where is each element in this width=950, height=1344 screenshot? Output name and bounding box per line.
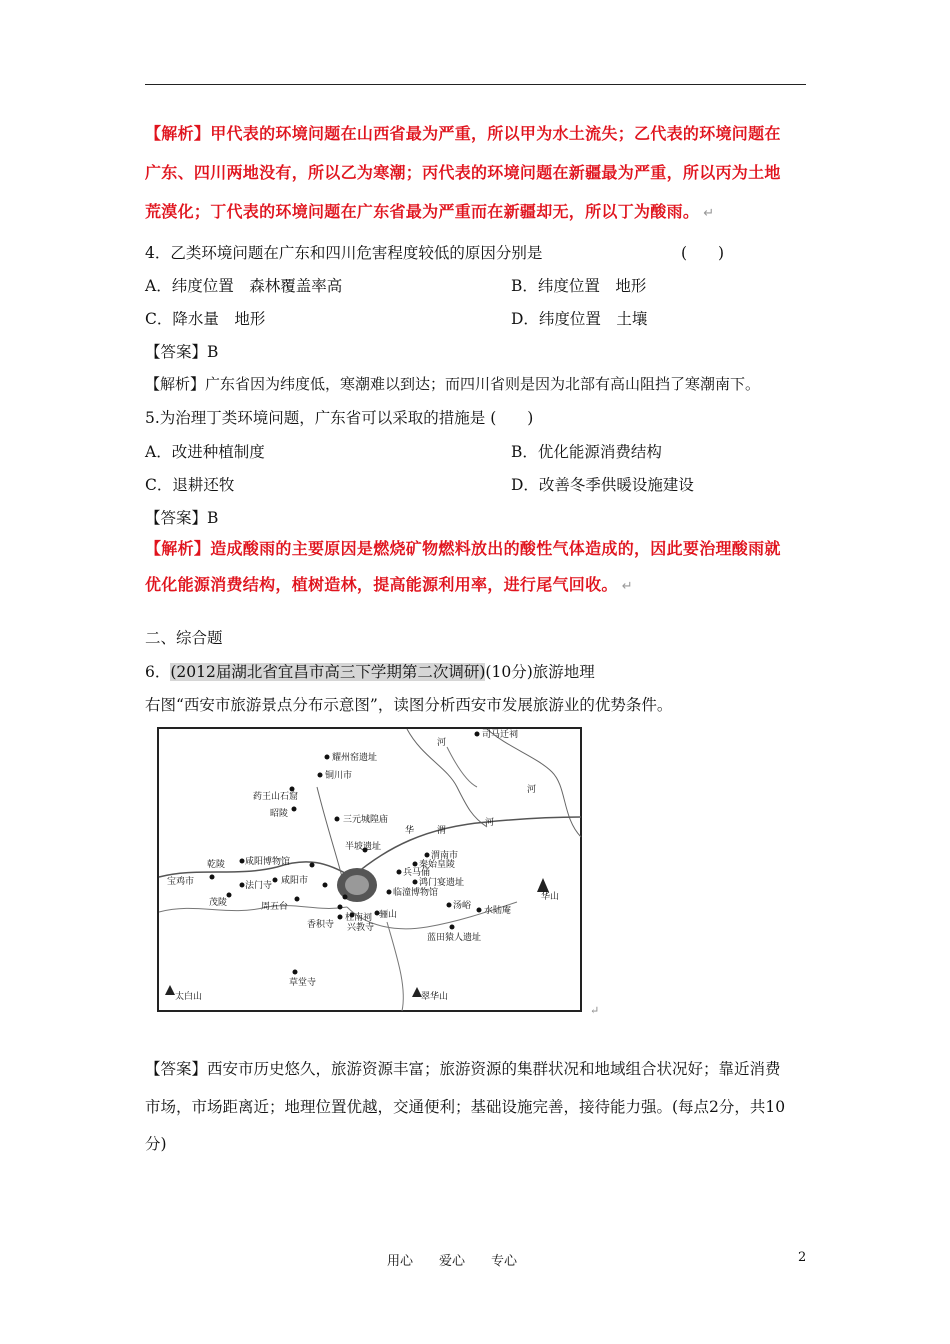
map-label: 河: [527, 785, 537, 795]
map-label: 兵马俑: [403, 868, 431, 878]
q5-option-c: C．退耕还牧: [145, 476, 235, 494]
q5-analysis-line-1: 【解析】造成酸雨的主要原因是燃烧矿物燃料放出的酸性气体造成的，因此要治理酸雨就: [145, 539, 781, 558]
map-label: 太白山: [175, 992, 203, 1002]
map-label: 耀州窑遗址: [332, 753, 378, 763]
map-label: 华: [405, 826, 415, 836]
return-mark-icon: ↵: [621, 579, 633, 594]
map-label: 药王山石窟: [253, 792, 299, 802]
map-label: 河: [485, 818, 495, 828]
map-label: 秦始皇陵: [419, 860, 456, 870]
map-label: 咸阳博物馆: [245, 857, 291, 867]
q6-answer-line-1: 【答案】西安市历史悠久，旅游资源丰富；旅游资源的集群状况和地域组合状况好；靠近消费: [145, 1060, 781, 1078]
q6-title: 6．(2012届湖北省宜昌市高三下学期第二次调研)(10分)旅游地理: [145, 663, 595, 681]
map-label: 水陆庵: [484, 906, 512, 916]
return-mark-icon: ↵: [703, 206, 715, 221]
map-label: 汤峪: [453, 901, 472, 911]
q5-option-b: B．优化能源消费结构: [511, 443, 662, 461]
map-label: 临潼博物馆: [393, 888, 439, 898]
map-label: 香积寺: [307, 920, 335, 930]
xian-city-inner: [345, 875, 369, 895]
map-label: 蓝田猿人遗址: [427, 933, 482, 943]
map-label: 华山: [541, 892, 560, 902]
map-label: 河: [437, 738, 447, 748]
map-label: 铜川市: [325, 771, 353, 781]
map-label: 司马迁祠: [482, 730, 519, 740]
q4-answer: 【答案】B: [145, 343, 219, 361]
analysis-red-line-1: 【解析】甲代表的环境问题在山西省最为严重，所以甲为水土流失；乙代表的环境问题在: [145, 124, 781, 143]
q6-answer-line-2: 市场，市场距离近；地理位置优越，交通便利；基础设施完善，接待能力强。(每点2分，共10: [145, 1098, 786, 1116]
map-label: 昭陵: [270, 809, 289, 819]
page-number: 2: [798, 1250, 807, 1265]
map-label: 乾陵: [207, 860, 226, 870]
q6-description: 右图“西安市旅游景点分布示意图”，读图分析西安市发展旅游业的优势条件。: [145, 696, 673, 714]
q5-option-a: A．改进种植制度: [145, 443, 265, 461]
map-label: 渭南市: [431, 851, 459, 861]
map-label: 宝鸡市: [167, 877, 195, 887]
map-label: 渭: [437, 826, 447, 836]
map-label: 半坡遗址: [345, 842, 382, 852]
map-label: 杜南祠: [345, 913, 373, 923]
header-rule: [145, 84, 806, 85]
q6-answer-line-3: 分): [145, 1135, 167, 1153]
q5-stem: 5.为治理丁类环境问题，广东省可以采取的措施是 ( ): [145, 409, 534, 427]
analysis-red-line-3: 荒漠化；丁代表的环境问题在广东省最为严重而在新疆却无，所以丁为酸雨。 ↵: [145, 202, 715, 221]
return-mark-icon: ↵: [590, 1004, 600, 1017]
q4-option-d: D．纬度位置 土壤: [511, 310, 648, 328]
map-label: 咸阳市: [281, 876, 309, 886]
footer-motto: 用心 爱心 专心: [387, 1254, 518, 1269]
map-label: 三元城隍庙: [343, 815, 389, 825]
q5-option-d: D．改善冬季供暖设施建设: [511, 476, 694, 494]
map-label: 鸿门宴遗址: [419, 878, 465, 888]
section-title: 二、综合题: [145, 629, 223, 647]
map-label: 翠华山: [421, 992, 449, 1002]
xian-tourism-map: [157, 727, 582, 1012]
map-label: 法门寺: [245, 881, 273, 891]
q5-answer: 【答案】B: [145, 509, 219, 527]
q6-source: (2012届湖北省宜昌市高三下学期第二次调研): [170, 663, 486, 681]
q4-option-a: A．纬度位置 森林覆盖率高: [145, 277, 343, 295]
map-label: 茂陵: [209, 898, 228, 908]
map-label: 兴教寺: [347, 923, 375, 933]
q4-option-b: B．纬度位置 地形: [511, 277, 647, 295]
map-label: 骊山: [379, 910, 398, 920]
q4-bracket: ( ): [681, 244, 725, 262]
map-label: 周五台: [261, 902, 289, 912]
q4-analysis: 【解析】广东省因为纬度低，寒潮难以到达；而四川省则是因为北部有高山阻挡了寒潮南下。: [145, 375, 761, 393]
q4-option-c: C．降水量 地形: [145, 310, 266, 328]
map-label: 草堂寺: [289, 978, 317, 988]
q5-analysis-line-2: 优化能源消费结构，植树造林，提高能源利用率，进行尾气回收。 ↵: [145, 575, 633, 594]
analysis-red-line-2: 广东、四川两地没有，所以乙为寒潮；丙代表的环境问题在新疆最为严重，所以丙为土地: [145, 163, 781, 182]
q4-stem: 4．乙类环境问题在广东和四川危害程度较低的原因分别是: [145, 244, 543, 262]
